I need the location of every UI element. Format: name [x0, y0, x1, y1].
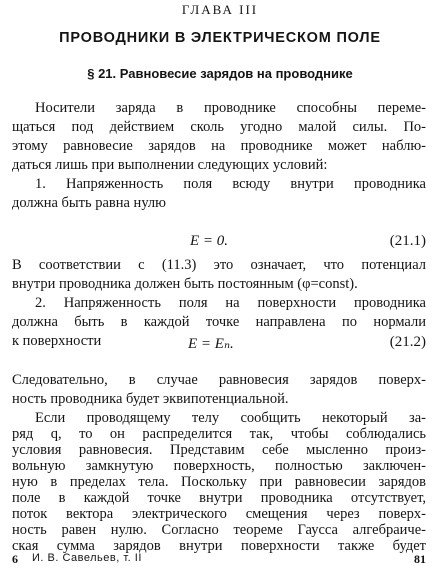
paragraph-line: Если проводящему телу сообщить некоторый за- — [35, 410, 426, 426]
paragraph-line: ность равен нулю. Согласно теореме Гаусса алгебраиче- — [12, 522, 426, 538]
paragraph-line: ряд q, то он распределится так, чтобы соблюдались — [12, 426, 426, 442]
paragraph-line: должна быть в каждой точке направлена по нормали — [12, 314, 426, 330]
equation-number-21-1: (21.1) — [389, 233, 426, 249]
paragraph-line: условия равновесия. Представим себе мысленно произ- — [12, 442, 426, 458]
paragraph-line: поле в каждой точке внутри проводника отсутствует, — [12, 490, 426, 506]
section-heading: § 21. Равновесие зарядов на проводнике — [87, 66, 353, 81]
equation-21-2: E = Eₙ. — [188, 336, 234, 352]
paragraph-line: ную в пределах тела. Поскольку при равновесии зарядов — [12, 474, 426, 490]
paragraph-line: щаться под действием сколь угодно малой силы. По- — [12, 119, 426, 135]
book-author-line: И. В. Савельев, т. II — [32, 552, 142, 564]
paragraph-line: 1. Напряженность поля всюду внутри проводника — [35, 176, 426, 192]
paragraph-line: вольную замкнутую поверхность, полностью заключен- — [12, 458, 426, 474]
page-number: 81 — [414, 552, 426, 566]
chapter-title: ПРОВОДНИКИ В ЭЛЕКТРИЧЕСКОМ ПОЛЕ — [59, 30, 381, 46]
paragraph-line: 2. Напряженность поля на поверхности проводника — [35, 295, 426, 311]
paragraph-line: В соответствии с (11.3) это означает, что потенциал — [12, 257, 426, 273]
paragraph-line: Носители заряда в проводнике способны переме- — [35, 100, 426, 116]
paragraph-line: должна быть равна нулю — [12, 195, 166, 211]
paragraph-line: этому равновесие зарядов на проводнике может наблю- — [12, 138, 426, 154]
paragraph-line: Следовательно, в случае равновесия зарядов поверх- — [12, 372, 426, 388]
signature-mark: 6 — [12, 552, 18, 566]
paragraph-line: к поверхности — [12, 333, 102, 349]
chapter-heading: ГЛАВА III — [181, 2, 259, 17]
paragraph-line: даться лишь при выполнении следующих условий: — [12, 157, 328, 173]
equation-number-21-2: (21.2) — [389, 334, 426, 350]
paragraph-line: поток вектора электрического смещения через поверх- — [12, 506, 426, 522]
paragraph-line: ская сумма зарядов внутри поверхности также будет — [12, 538, 426, 554]
equation-21-1: E = 0. — [190, 233, 229, 249]
paragraph-line: ность проводника будет эквипотенциальной. — [12, 391, 289, 407]
paragraph-line: внутри проводника должен быть постоянным (φ=const). — [12, 276, 358, 292]
